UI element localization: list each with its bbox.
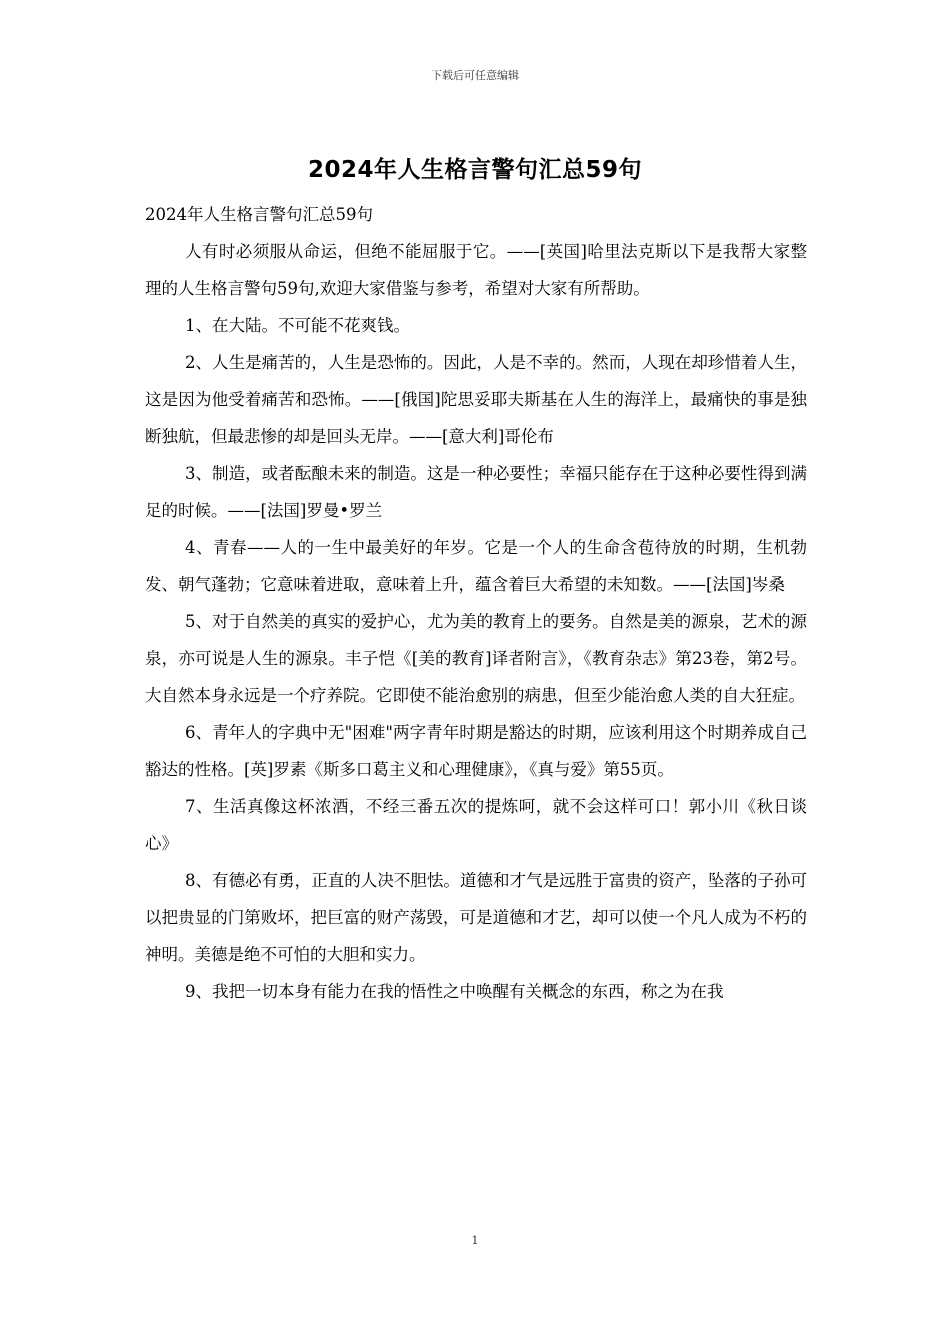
page-number: 1 <box>471 1234 479 1247</box>
paragraph-quote-5: 5、对于自然美的真实的爱护心，尤为美的教育上的要务。自然是美的源泉，艺术的源泉，亦可说是人生的源泉。丰子恺《[美的教育]译者附言》，《教育杂志》第23卷，第2号。大自然本身永远是一个疗养院。它即使不能治愈别的病患，但至少能治愈人类的自大狂症。 <box>145 612 807 705</box>
paragraph-quote-3: 3、制造，或者酝酿未来的制造。这是一种必要性；幸福只能存在于这种必要性得到满足的时候。——[法国]罗曼•罗兰 <box>145 464 807 520</box>
document-subtitle: 2024年人生格言警句汇总59句 <box>145 205 373 224</box>
paragraph-quote-2: 2、人生是痛苦的，人生是恐怖的。因此，人是不幸的。然而，人现在却珍惜着人生，这是因为他受着痛苦和恐怖。——[俄国]陀思妥耶夫斯基在人生的海洋上，最痛快的事是独断独航，但最悲惨的却是回头无岸。——[意大利]哥伦布 <box>145 353 807 446</box>
paragraph-quote-8: 8、有德必有勇，正直的人决不胆怯。道德和才气是远胜于富贵的资产，坠落的子孙可以把贵显的门第败坏，把巨富的财产荡毁，可是道德和才艺，却可以使一个凡人成为不朽的神明。美德是绝不可怕的大胆和实力。 <box>145 871 807 964</box>
paragraph-quote-1: 1、在大陆。不可能不花爽钱。 <box>185 316 410 335</box>
paragraph-quote-9: 9、我把一切本身有能力在我的悟性之中唤醒有关概念的东西，称之为在我 <box>185 982 724 1001</box>
page-header: 下载后可任意编辑 <box>431 69 519 82</box>
paragraph-intro: 人有时必须服从命运，但绝不能屈服于它。——[英国]哈里法克斯以下是我帮大家整理的人生格言警句59句,欢迎大家借鉴与参考，希望对大家有所帮助。 <box>145 242 807 298</box>
document-body <box>145 196 807 1010</box>
paragraph-quote-6: 6、青年人的字典中无"困难"两字青年时期是豁达的时期，应该利用这个时期养成自己豁达的性格。[英]罗素《斯多口葛主义和心理健康》，《真与爱》第55页。 <box>145 723 807 779</box>
document-title: 2024年人生格言警句汇总59句 <box>307 157 643 183</box>
paragraph-quote-4: 4、青春——人的一生中最美好的年岁。它是一个人的生命含苞待放的时期，生机勃发、朝气蓬勃；它意味着进取，意味着上升，蕴含着巨大希望的未知数。——[法国]岑桑 <box>145 538 807 594</box>
paragraph-quote-7: 7、生活真像这杯浓酒，不经三番五次的提炼呵，就不会这样可口！郭小川《秋日谈心》 <box>145 797 807 853</box>
